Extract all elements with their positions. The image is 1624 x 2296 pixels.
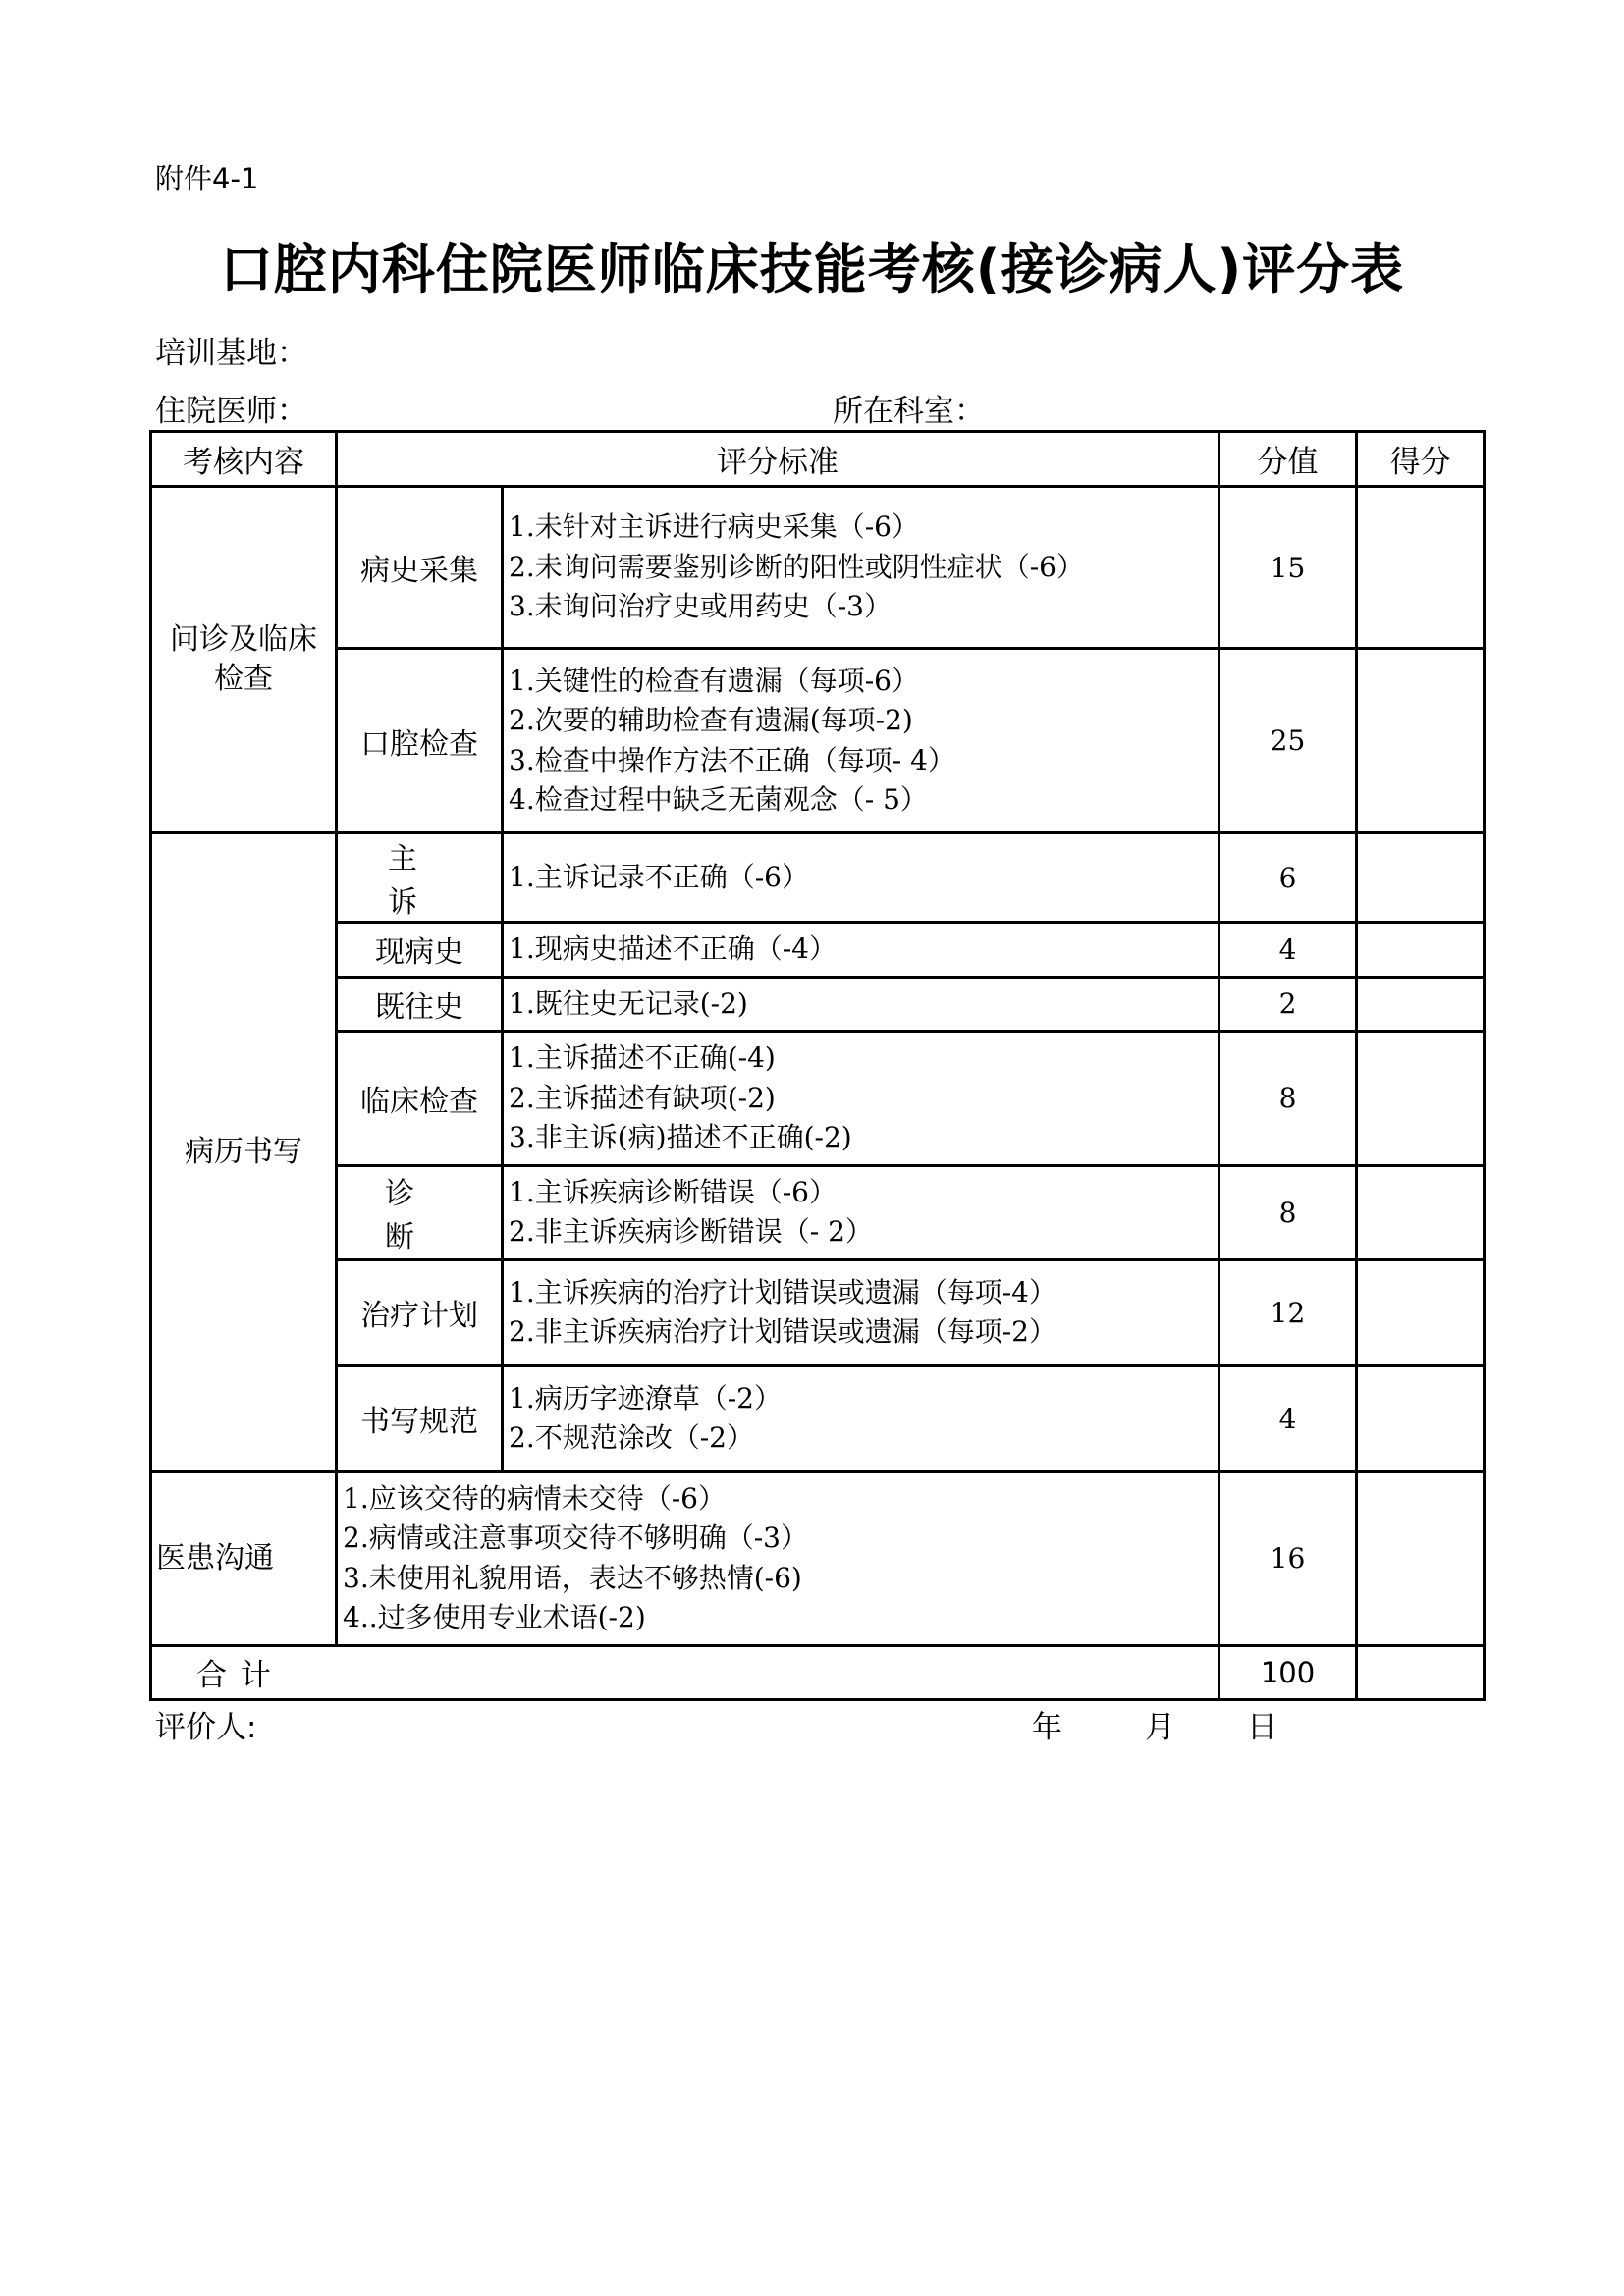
criteria-line: 1.主诉疾病诊断错误（-6）: [509, 1175, 837, 1208]
total-value: 100: [1219, 1645, 1357, 1699]
category-cell: [151, 833, 337, 1472]
col-header-content: 考核内容: [151, 432, 337, 487]
item-cell: 现病史: [337, 923, 503, 978]
criteria-cell: [503, 833, 1219, 923]
table-header-row: [151, 432, 1485, 487]
criteria-cell: [503, 1165, 1219, 1259]
obtained-score-field[interactable]: [1357, 1365, 1485, 1471]
table-row: [151, 649, 1485, 833]
score-cell: 2: [1219, 977, 1357, 1032]
score-cell: 12: [1219, 1259, 1357, 1365]
criteria-line: 3.未询问治疗史或用药史（-3）: [509, 590, 892, 623]
col-header-obtained: 得分: [1357, 432, 1485, 487]
table-row: [151, 1032, 1485, 1166]
score-cell: 16: [1219, 1471, 1357, 1645]
month-label: 月: [1145, 1710, 1175, 1745]
obtained-score-field[interactable]: [1357, 923, 1485, 978]
criteria-line: 1.未针对主诉进行病史采集（-6）: [509, 510, 919, 544]
category-label: 检查: [214, 662, 273, 696]
criteria-cell: [503, 1032, 1219, 1166]
criteria-line: 1.主诉描述不正确(-4): [509, 1041, 776, 1074]
score-cell: 8: [1219, 1165, 1357, 1259]
score-cell: 15: [1219, 487, 1357, 649]
training-base-label: 培训基地：: [155, 336, 307, 371]
obtained-score-field[interactable]: [1357, 1471, 1485, 1645]
table-row: [151, 1259, 1485, 1365]
criteria-line: 1.关键性的检查有遗漏（每项-6）: [509, 664, 919, 697]
criteria-cell: [337, 1471, 1219, 1645]
criteria-cell: [503, 977, 1219, 1032]
total-label: 合 计: [151, 1645, 1219, 1699]
score-cell: 8: [1219, 1032, 1357, 1166]
obtained-score-field[interactable]: [1357, 487, 1485, 649]
criteria-line: 1.既往史无记录(-2): [509, 987, 748, 1020]
item-cell: 主 诉: [337, 833, 503, 923]
table-row: [151, 833, 1485, 923]
item-cell: 书写规范: [337, 1365, 503, 1471]
obtained-score-field[interactable]: [1357, 1259, 1485, 1365]
evaluator-label: 评价人:: [155, 1710, 257, 1745]
obtained-score-field[interactable]: [1357, 1032, 1485, 1166]
criteria-line: 3.未使用礼貌用语，表达不够热情(-6): [343, 1561, 802, 1594]
criteria-line: 4.检查过程中缺乏无菌观念（- 5）: [509, 783, 928, 816]
department-label: 所在科室：: [833, 394, 985, 429]
table-row: [151, 1471, 1485, 1645]
obtained-score-field[interactable]: [1357, 977, 1485, 1032]
item-cell: 临床检查: [337, 1032, 503, 1166]
criteria-line: 1.主诉疾病的治疗计划错误或遗漏（每项-4）: [509, 1275, 1056, 1308]
table-row: [151, 923, 1485, 978]
table-row: [151, 977, 1485, 1032]
obtained-score-field[interactable]: [1357, 833, 1485, 923]
criteria-cell: [503, 649, 1219, 833]
criteria-line: 2.病情或注意事项交待不够明确（-3）: [343, 1522, 808, 1554]
criteria-line: 4..过多使用专业术语(-2): [343, 1601, 646, 1633]
criteria-line: 1.应该交待的病情未交待（-6）: [343, 1481, 726, 1515]
resident-label: 住院医师：: [155, 394, 307, 429]
category-cell: [151, 487, 337, 833]
criteria-cell: [503, 923, 1219, 978]
item-cell: 口腔检查: [337, 649, 503, 833]
score-cell: 4: [1219, 1365, 1357, 1471]
criteria-line: 1.现病史描述不正确（-4）: [509, 933, 837, 965]
item-cell: 既往史: [337, 977, 503, 1032]
score-cell: 4: [1219, 923, 1357, 978]
total-obtained-field[interactable]: [1357, 1645, 1485, 1699]
criteria-cell: [503, 1365, 1219, 1471]
table-row: [151, 1365, 1485, 1471]
item-cell: 治疗计划: [337, 1259, 503, 1365]
criteria-line: 2.主诉描述有缺项(-2): [509, 1081, 776, 1114]
criteria-line: 2.非主诉疾病诊断错误（- 2）: [509, 1215, 873, 1248]
obtained-score-field[interactable]: [1357, 1165, 1485, 1259]
page-title: 口腔内科住院医师临床技能考核(接诊病人)评分表: [219, 239, 1405, 300]
scoring-table: [149, 430, 1486, 1701]
criteria-line: 1.病历字迹潦草（-2）: [509, 1381, 782, 1415]
item-cell: 病史采集: [337, 487, 503, 649]
attachment-label: 附件4-1: [155, 162, 259, 195]
total-row: [151, 1645, 1485, 1699]
criteria-line: 2.未询问需要鉴别诊断的阳性或阴性症状（-6）: [509, 550, 1084, 583]
criteria-line: 2.次要的辅助检查有遗漏(每项-2): [509, 704, 913, 736]
category-label: 医患沟通: [156, 1540, 274, 1575]
item-cell: 诊 断: [337, 1165, 503, 1259]
obtained-score-field[interactable]: [1357, 649, 1485, 833]
category-label: 病历书写: [185, 1134, 302, 1169]
criteria-line: 2.不规范涂改（-2）: [509, 1421, 754, 1454]
col-header-criteria: 评分标准: [337, 432, 1219, 487]
category-label: 问诊及临床: [170, 622, 317, 657]
table-row: [151, 487, 1485, 649]
score-cell: 6: [1219, 833, 1357, 923]
criteria-line: 2.非主诉疾病治疗计划错误或遗漏（每项-2）: [509, 1315, 1056, 1348]
score-cell: 25: [1219, 649, 1357, 833]
criteria-cell: [503, 1259, 1219, 1365]
day-label: 日: [1247, 1710, 1277, 1745]
criteria-line: 3.检查中操作方法不正确（每项- 4）: [509, 743, 955, 776]
category-cell: [151, 1471, 337, 1645]
year-label: 年: [1032, 1710, 1062, 1745]
criteria-cell: [503, 487, 1219, 649]
criteria-line: 1.主诉记录不正确（-6）: [509, 860, 809, 893]
criteria-line: 3.非主诉(病)描述不正确(-2): [509, 1121, 852, 1153]
col-header-score: 分值: [1219, 432, 1357, 487]
table-row: [151, 1165, 1485, 1259]
